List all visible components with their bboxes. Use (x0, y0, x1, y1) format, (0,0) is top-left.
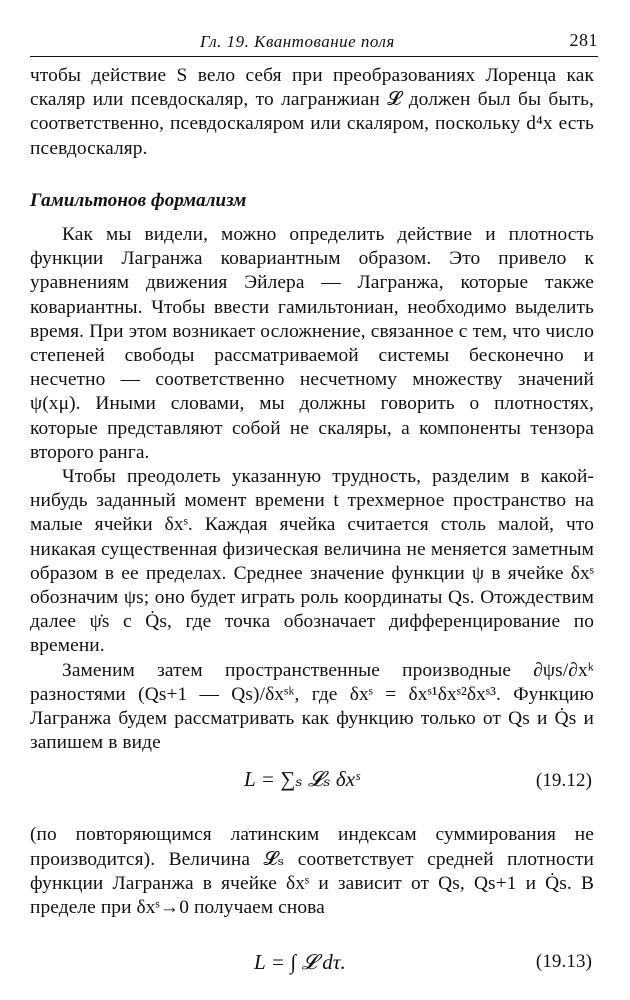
paragraph-continued: чтобы действие S вело себя при преобразованиях Лоренца как скаляр или псевдоскаляр, то лагранжиан 𝓛 должен был бы быть, соответственно, псевдоскаляром или скаляром, поскольку d⁴x есть псевдоскаляр. (30, 65, 594, 159)
page-number: 281 (569, 30, 598, 50)
paragraph-cells: Чтобы преодолеть указанную трудность, разделим в какой-нибудь заданный момент времени t трехмерное пространство на малые ячейки δxˢ. Каждая ячейка считается столь малой, что никакая существенная физическая величина не меняется заметным образом в ее пределах. Среднее значение функции ψ в ячейке δxˢ обозначим ψs; оно будет играть роль координаты Qs. Отождествим далее ψ̇s с Q̇s, где точка обозначает дифференцирование по времени. (30, 466, 594, 657)
chapter-title: Гл. 19. Квантование поля (200, 32, 395, 51)
paragraph-derivatives: Заменим затем пространственные производные ∂ψs/∂xᵏ разностями (Qs+1 — Qs)/δxˢᵏ, где δxˢ = δxˢ¹δxˢ²δxˢ³. Функцию Лагранжа будем рассматривать как функцию только от Qs и Q̇s и запишем в виде (30, 659, 594, 754)
paragraph-covariance: Как мы видели, можно определить действие и плотность функции Лагранжа ковариантным образом. Это привело к уравнениям движения Эйлера — Лагранжа, которые также ковариантны. Чтобы ввести гамильтониан, необходимо выделить время. При этом возникает осложнение, связанное с тем, что число степеней свободы рассматриваемой системы бесконечно и несчетно — соответственно несчетному множеству значений ψ(xμ). Иными словами, мы должны говорить о плотностях, которые представляют собой не скаляры, а компоненты тензора второго ранга. (30, 224, 594, 463)
equation-19-13 (30, 942, 594, 988)
section-heading: Гамильтонов формализм (30, 189, 247, 211)
paragraph-average-density: (по повторяющимся латинским индексам суммирования не производится). Величина 𝓛ₛ соответствует средней плотности функции Лагранжа в ячейке δxˢ и зависит от Qs, Qs+1 и Q̇s. В пределе при δxˢ→0 получаем снова (30, 824, 594, 919)
page-body (30, 64, 594, 988)
equation-formula: L = ∫ 𝓛 dτ. (254, 950, 346, 975)
equation-number: (19.12) (535, 770, 592, 792)
running-header (30, 30, 598, 57)
equation-formula: L = ∑ₛ 𝓛ₛ δxˢ (244, 767, 360, 792)
equation-number: (19.13) (535, 951, 592, 973)
equation-19-12 (30, 761, 594, 815)
